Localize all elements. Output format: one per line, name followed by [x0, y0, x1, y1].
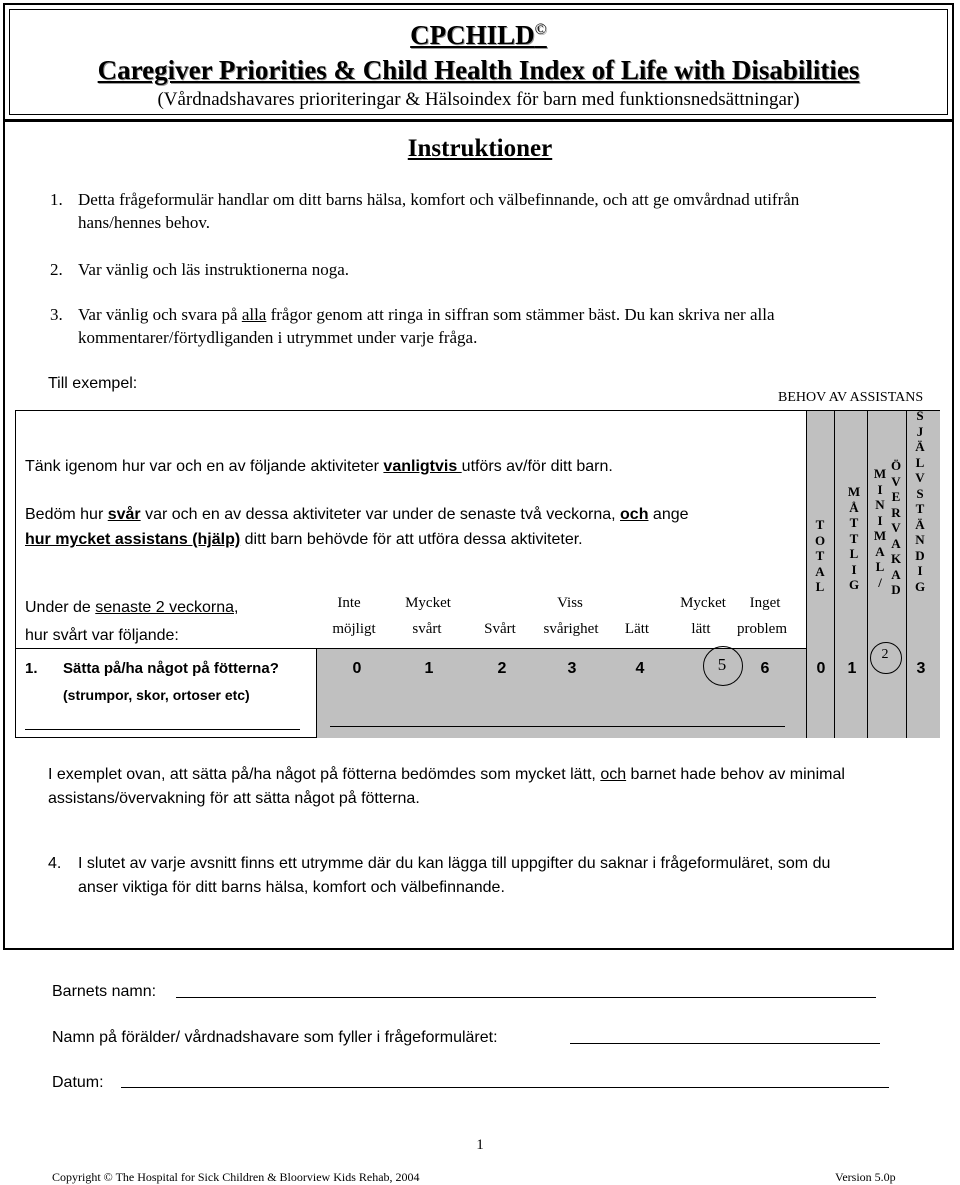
question-text: Sätta på/ha något på fötterna?	[63, 660, 279, 677]
parent-name-field[interactable]	[570, 1043, 880, 1044]
think-pre: Tänk igenom hur var och en av följande aktiviteter	[25, 458, 384, 475]
think-text	[25, 455, 613, 478]
item4-line2: anser viktiga för ditt barns hälsa, komfort och välbefinnande.	[78, 879, 505, 896]
rate-emphasis-1: svår	[107, 506, 141, 523]
rate-post: ange	[648, 506, 689, 523]
question-note: (strumpor, skor, ortoser etc)	[63, 687, 250, 703]
assist-value-2[interactable]: 2	[881, 647, 889, 662]
title-full: Caregiver Priorities & Child Health Index of Life with Disabilities	[97, 55, 860, 85]
period-emphasis: senaste 2 veckorna,	[95, 599, 239, 616]
scale-bottom-4: Lätt	[624, 621, 650, 637]
footer-copyright: Copyright © The Hospital for Sick Children & Bloorview Kids Rehab, 2004	[52, 1170, 420, 1184]
child-name-label: Barnets namn:	[52, 983, 157, 1000]
assist-divider-1	[834, 411, 835, 738]
scale-top-1: Mycket	[405, 595, 451, 611]
scale-top-6: Inget	[749, 595, 781, 611]
title-acronym-text: CPCHILD	[410, 20, 535, 50]
rate-emphasis-2: och	[620, 506, 649, 523]
date-label: Datum:	[52, 1074, 104, 1091]
scale-bottom-1: svårt	[412, 621, 442, 637]
think-post: utförs av/för ditt barn.	[461, 458, 613, 475]
scale-bottom-3: svårighet	[543, 621, 599, 637]
think-emphasis: vanligtvis	[383, 458, 462, 475]
scale-top-5: Mycket	[680, 595, 726, 611]
assist-value-3[interactable]: 3	[916, 660, 926, 677]
scale-value-2[interactable]: 2	[497, 660, 507, 677]
item2-text: Var vänlig och läs instruktionerna noga.	[78, 260, 349, 279]
scale-value-4[interactable]: 4	[635, 660, 645, 677]
assist-divider-2	[867, 411, 868, 738]
item1-line2: hans/hennes behov.	[78, 213, 211, 232]
page-number: 1	[476, 1137, 484, 1153]
result-pre: I exemplet ovan, att sätta på/ha något på fötterna bedömdes som mycket lätt,	[48, 766, 601, 783]
scale-value-0[interactable]: 0	[352, 660, 362, 677]
period-pre: Under de	[25, 599, 96, 616]
assist-col-overvakad: Ö V E R V A K A D	[890, 458, 902, 597]
rate-pre: Bedöm hur	[25, 506, 108, 523]
result-post: barnet hade behov av minimal	[626, 766, 845, 783]
instructions-heading: Instruktioner	[407, 135, 553, 162]
question-number: 1.	[25, 660, 38, 677]
item4-line1: I slutet av varje avsnitt finns ett utrymme där du kan lägga till uppgifter du saknar i frågeformuläret, som du	[78, 855, 831, 872]
title-subtitle: (Vårdnadshavares prioriteringar & Hälsoindex för barn med funktionsnedsättningar)	[157, 89, 800, 110]
assist-col-sjalvstandig: S J Ä L V S T Ä N D I G	[914, 408, 926, 594]
assist-col-total: T O T A L	[814, 517, 826, 594]
scale-bottom-5: lätt	[691, 621, 711, 637]
item4-number: 4.	[48, 855, 62, 872]
scale-top-3: Viss	[557, 595, 583, 611]
assist-value-1[interactable]: 1	[847, 660, 857, 677]
copyright-mark: ©	[534, 21, 547, 38]
rate-mid: var och en av dessa aktiviteter var under de senaste två veckorna,	[140, 506, 621, 523]
comment-line-right[interactable]	[330, 726, 785, 727]
result-emphasis: och	[600, 766, 627, 783]
result-line1	[48, 763, 845, 786]
title-acronym	[10, 20, 947, 51]
scale-value-5[interactable]: 5	[717, 655, 727, 674]
assist-header: BEHOV AV ASSISTANS	[778, 390, 924, 405]
scale-top-0: Inte	[337, 595, 361, 611]
parent-name-label: Namn på förälder/ vårdnadshavare som fyller i frågeformuläret:	[52, 1029, 498, 1046]
rate-line2-emphasis: hur mycket assistans (hjälp)	[25, 531, 241, 548]
rate-line1	[25, 503, 689, 526]
result-line2: assistans/övervakning för att sätta något på fötterna.	[48, 790, 420, 807]
assist-divider-0	[806, 411, 807, 738]
title-box-inner	[9, 9, 948, 115]
rate-line2-post: ditt barn behövde för att utföra dessa aktiviteter.	[240, 531, 583, 548]
scale-bottom-0: möjligt	[332, 621, 376, 637]
child-name-field[interactable]	[176, 997, 876, 998]
item1-line1: Detta frågeformulär handlar om ditt barns hälsa, komfort och välbefinnande, och att ge omvårdnad utifrån	[78, 190, 800, 209]
assist-value-0[interactable]: 0	[816, 660, 826, 677]
date-field[interactable]	[121, 1087, 889, 1088]
scale-bottom-2: Svårt	[484, 621, 516, 637]
item3-line1	[78, 303, 774, 326]
title-box	[3, 3, 954, 121]
period-line1	[25, 596, 238, 619]
period-line2: hur svårt var följande:	[25, 627, 179, 644]
item2-number: 2.	[50, 260, 63, 279]
scale-value-6[interactable]: 6	[760, 660, 770, 677]
comment-line-left[interactable]	[25, 729, 300, 730]
example-label: Till exempel:	[48, 375, 138, 392]
assist-divider-3	[906, 411, 907, 738]
scale-bottom-6: problem	[737, 621, 787, 637]
rate-line2	[25, 528, 583, 551]
item3-emphasis: alla	[241, 305, 267, 324]
item3-pre: Var vänlig och svara på	[78, 305, 242, 324]
question-divider	[316, 648, 317, 738]
footer-version: Version 5.0p	[835, 1170, 896, 1184]
scale-value-3[interactable]: 3	[567, 660, 577, 677]
item1-number: 1.	[50, 190, 63, 209]
table-divider	[16, 648, 806, 649]
item3-line2: kommentarer/förtydliganden i utrymmet under varje fråga.	[78, 328, 478, 347]
scale-value-1[interactable]: 1	[424, 660, 434, 677]
assist-col-mattlig: M Å T T L I G	[847, 484, 861, 592]
item3-number: 3.	[50, 305, 63, 324]
assist-col-minimal: M I N I M A L /	[873, 466, 887, 590]
item3-post: frågor genom att ringa in siffran som stämmer bäst. Du kan skriva ner alla	[266, 305, 775, 324]
